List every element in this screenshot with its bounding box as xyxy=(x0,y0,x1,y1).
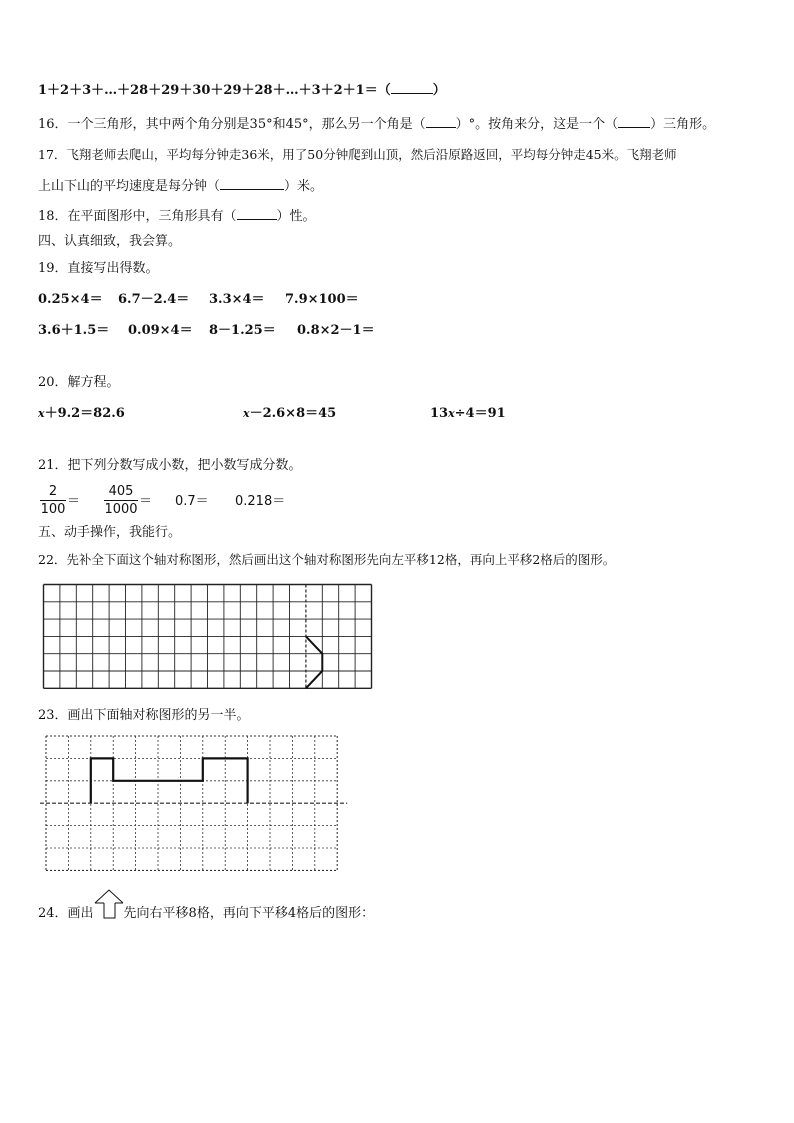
q24-line: 24．画出 先向右平移8格，再向下平移4格后的图形： xyxy=(38,901,374,922)
q21-fraction-2 xyxy=(104,484,138,517)
q19-item: 7.9×100＝ xyxy=(285,292,359,307)
q20-variable: x xyxy=(38,407,45,420)
q21-equals-2: ＝ xyxy=(139,494,153,509)
q20-equation-2: x－2.6×8＝45 xyxy=(243,406,337,421)
q16-type-blank[interactable] xyxy=(618,116,650,128)
q19-item: 3.6＋1.5＝ xyxy=(38,323,110,338)
q15-text: 1＋2＋3＋…＋28＋29＋30＋29＋28＋…＋3＋2＋1＝（ xyxy=(38,83,391,98)
q21-title: 21．把下列分数写成小数，把小数写成分数。 xyxy=(38,458,302,473)
q19-item: 6.7－2.4＝ xyxy=(118,292,190,307)
q22-grid[interactable] xyxy=(43,584,373,690)
q20-variable: x xyxy=(243,407,250,420)
fraction-denominator: 100 xyxy=(40,502,66,517)
q20-equation-1: x＋9.2＝82.6 xyxy=(38,406,125,421)
q22-text: 22．先补全下面这个轴对称图形，然后画出这个轴对称图形先向左平移12格，再向上平移2格后的图形。 xyxy=(38,552,616,567)
q17-answer-blank[interactable] xyxy=(220,178,284,190)
q19-item: 0.09×4＝ xyxy=(128,323,193,338)
q19-item: 0.8×2－1＝ xyxy=(297,323,375,338)
q17-line-2: 上山下山的平均速度是每分钟（ ）米。 xyxy=(38,179,324,194)
half-figure xyxy=(306,636,322,688)
q21-equals-1: ＝ xyxy=(67,494,81,509)
q19-item: 0.25×4＝ xyxy=(38,292,103,307)
q16-text-1: 16．一个三角形，其中两个角分别是35°和45°，那么另一个角是（ xyxy=(38,117,426,132)
q19-item: 8－1.25＝ xyxy=(209,323,276,338)
section-5-heading: 五、动手操作，我能行。 xyxy=(38,525,182,540)
q18-line: 18．在平面图形中，三角形具有（ ）性。 xyxy=(38,209,316,224)
q16-angle-blank[interactable] xyxy=(426,116,456,128)
q20-variable: x xyxy=(448,407,455,420)
fraction-numerator: 2 xyxy=(40,484,66,501)
q19-title: 19．直接写出得数。 xyxy=(38,261,159,276)
q16-text-2: ）°。按角来分，这是一个（ xyxy=(455,117,619,132)
q23-text: 23．画出下面轴对称图形的另一半。 xyxy=(38,708,250,723)
fraction-numerator: 405 xyxy=(104,484,138,501)
q21-decimal-1: 0.7＝ xyxy=(175,494,209,509)
q20-title: 20．解方程。 xyxy=(38,375,120,390)
q21-decimal-2: 0.218＝ xyxy=(235,494,286,509)
q20-equation-3: 13x÷4＝91 xyxy=(430,406,506,421)
q17-line-1: 17．飞翔老师去爬山，平均每分钟走36米，用了50分钟爬到山顶，然后沿原路返回，平均每分钟走45米。飞翔老师 xyxy=(38,147,677,162)
q15-line: 1＋2＋3＋…＋28＋29＋30＋29＋28＋…＋3＋2＋1＝（ ） xyxy=(38,83,446,98)
house-shape-icon xyxy=(94,901,124,917)
q16-text-3: ）三角形。 xyxy=(650,117,716,132)
section-4-heading: 四、认真细致，我会算。 xyxy=(38,234,182,249)
q18-answer-blank[interactable] xyxy=(237,208,277,220)
q16-line xyxy=(38,116,715,133)
half-figure xyxy=(91,758,248,803)
q19-item: 3.3×4＝ xyxy=(209,292,265,307)
q21-fraction-1 xyxy=(40,484,66,517)
q23-grid[interactable] xyxy=(40,734,350,872)
fraction-denominator: 1000 xyxy=(104,502,138,517)
q15-answer-blank[interactable] xyxy=(391,82,433,94)
